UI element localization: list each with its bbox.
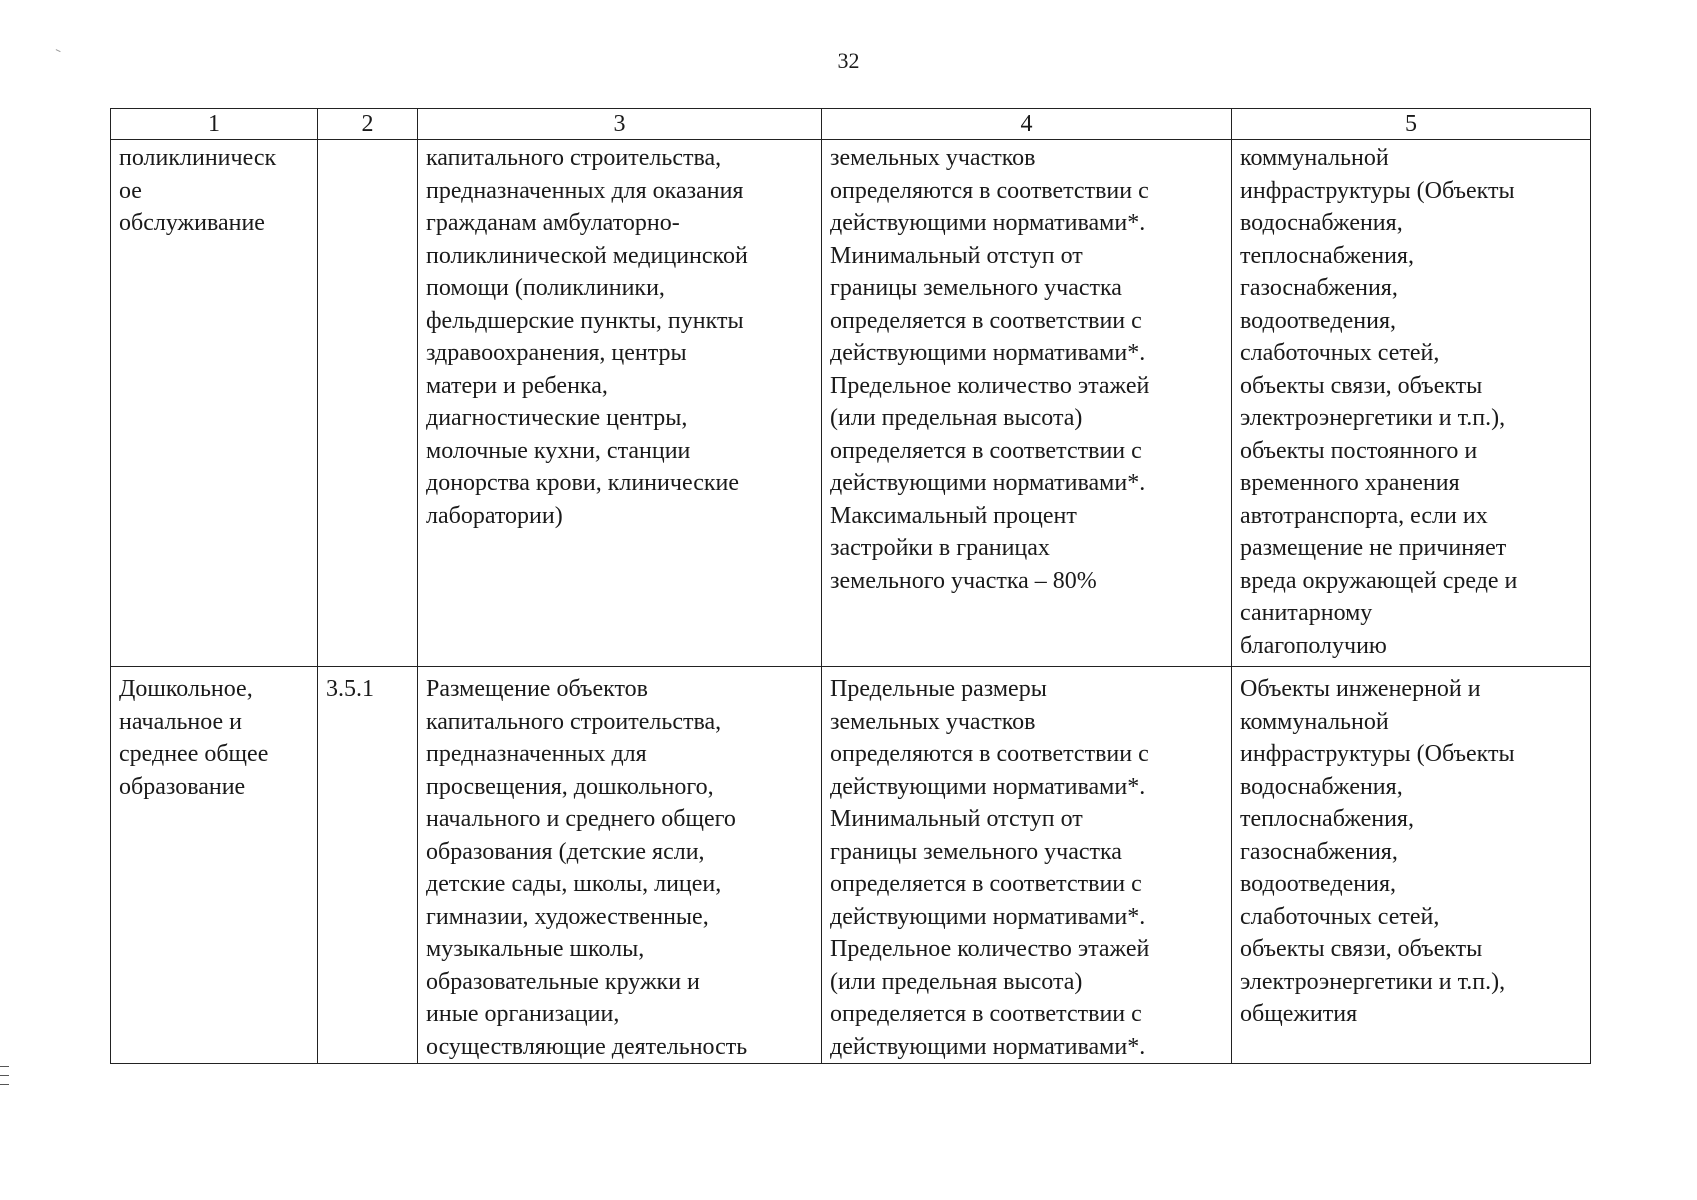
column-header-3: 3 — [418, 109, 822, 140]
column-header-1: 1 — [111, 109, 318, 140]
land-use-name-cell — [111, 667, 318, 1064]
land-use-name-cell — [111, 140, 318, 667]
parameters-cell — [822, 667, 1232, 1064]
land-use-code — [326, 140, 409, 142]
margin-mark — [0, 1084, 9, 1085]
construction-parameters: Предельные размеры земельных участков определяются в соответствии с действующими нормативами*. Минимальный отступ от границы земельного участка определяется в соответствии с действующими нормативами*. Предельное количество этажей (или предельная высота) определяется в соответствии с действующими нормативами*. — [830, 676, 1150, 1060]
table-header-row — [111, 109, 1591, 140]
column-header-5: 5 — [1232, 109, 1591, 140]
land-use-description: Размещение объектов капитального строительства, предназначенных для просвещения, дошкольного, начального и среднего общего образования (детские ясли, детские сады, школы, лицеи, гимназии, художественные, музыкальные школы, образовательные кружки и иные организации, осуществляющие деятельность — [426, 676, 748, 1060]
code-cell — [318, 667, 418, 1064]
table-row — [111, 667, 1591, 1064]
auxiliary-uses: коммунальной инфраструктуры (Объекты водоснабжения, теплоснабжения, газоснабжения, водоотведения, слаботочных сетей, объекты связи, объекты электроэнергетики и т.п.), объекты постоянного и временного хранения автотранспорта, если их размещение не причиняет вреда окружающей среде и санитарному благополучию — [1240, 145, 1518, 659]
land-use-code: 3.5.1 — [326, 676, 374, 702]
parameters-cell — [822, 140, 1232, 667]
column-header-2: 2 — [318, 109, 418, 140]
zoning-table — [110, 108, 1591, 1064]
page-number: 32 — [837, 48, 860, 73]
land-use-name: Дошкольное, начальное и среднее общее образование — [119, 676, 269, 800]
auxiliary-uses: Объекты инженерной и коммунальной инфраструктуры (Объекты водоснабжения, теплоснабжения, газоснабжения, водоотведения, слаботочных сетей, объекты связи, объекты электроэнергетики и т.п.), общежития — [1240, 676, 1515, 1027]
column-header-4: 4 — [822, 109, 1232, 140]
margin-mark — [0, 1066, 9, 1067]
description-cell — [418, 667, 822, 1064]
code-cell — [318, 140, 418, 667]
margin-mark — [0, 1075, 9, 1076]
description-cell — [418, 140, 822, 667]
auxiliary-uses-cell — [1232, 140, 1591, 667]
land-use-name: поликлиническ ое обслуживание — [119, 145, 277, 236]
table-row — [111, 140, 1591, 667]
auxiliary-uses-cell — [1232, 667, 1591, 1064]
land-use-description: капитального строительства, предназначенных для оказания гражданам амбулаторно- поликлинической медицинской помощи (поликлиники, фельдшерские пункты, пункты здравоохранения, центры матери и ребенка, диагностические центры, молочные кухни, станции донорства крови, клинические лаборатории) — [426, 145, 748, 529]
construction-parameters: земельных участков определяются в соответствии с действующими нормативами*. Минимальный отступ от границы земельного участка определяется в соответствии с действующими нормативами*. Предельное количество этажей (или предельная высота) определяется в соответствии с действующими нормативами*. Максимальный процент застройки в границах земельного участка – 80% — [830, 145, 1150, 594]
